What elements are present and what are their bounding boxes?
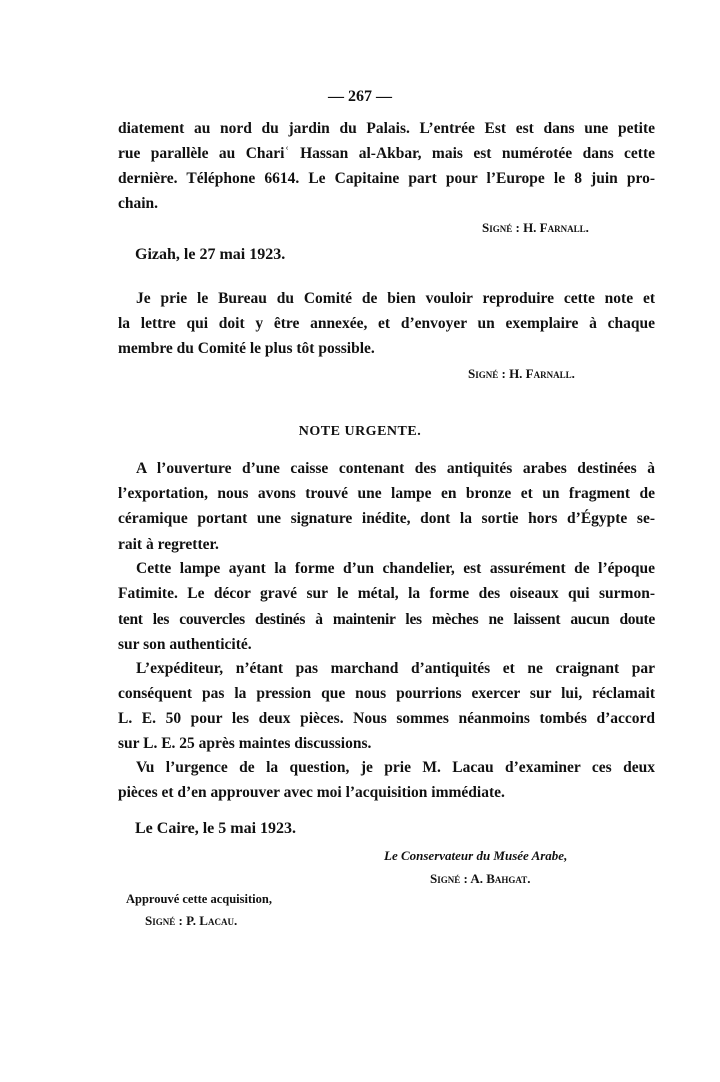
approval-signature: Signé : P. Lacau. <box>145 913 238 928</box>
paragraph-line: l’exportation, nous avons trouvé une lampe en bronze et un fragment de <box>118 485 655 502</box>
paragraph-line: L’expéditeur, n’étant pas marchand d’antiquités et ne craignant par <box>136 660 655 677</box>
continuation-line: dernière. Téléphone 6614. Le Capitaine part pour l’Europe le 8 juin pro- <box>118 170 655 187</box>
paragraph-line: céramique portant une signature inédite, dont la sortie hors d’Égypte se- <box>118 510 655 527</box>
paragraph-line: sur L. E. 25 après maintes discussions. <box>118 735 372 752</box>
signature: Signé : H. Farnall. <box>468 366 575 381</box>
request-line: la lettre qui doit y être annexée, et d’envoyer un exemplaire à chaque <box>118 315 655 332</box>
paragraph-line: pièces et d’en approuver avec moi l’acquisition immédiate. <box>118 784 505 801</box>
signature: Signé : A. Bahgat. <box>430 871 531 886</box>
paragraph-line: Vu l’urgence de la question, je prie M. Lacau d’examiner ces deux <box>136 759 655 776</box>
paragraph-line: sur son authenticité. <box>118 636 252 653</box>
paragraph-line: L. E. 50 pour les deux pièces. Nous sommes néanmoins tombés d’accord <box>118 710 655 727</box>
place-date: Gizah, le 27 mai 1923. <box>135 246 286 263</box>
paragraph-line: A l’ouverture d’une caisse contenant des antiquités arabes destinées à <box>136 460 655 477</box>
approval-text: Approuvé cette acquisition, <box>126 892 272 906</box>
request-line: membre du Comité le plus tôt possible. <box>118 340 375 357</box>
continuation-line: rue parallèle au Chariʿ Hassan al-Akbar, mais est numérotée dans cette <box>118 145 655 162</box>
paragraph-line: Cette lampe ayant la forme d’un chandelier, est assurément de l’époque <box>136 560 655 577</box>
paragraph-line: conséquent pas la pression que nous pourrions exercer sur lui, réclamait <box>118 685 655 702</box>
paragraph-line: tent les couvercles destinés à maintenir les mèches ne laissent aucun doute <box>118 611 655 628</box>
signature: Signé : H. Farnall. <box>482 220 589 235</box>
continuation-line: chain. <box>118 195 159 212</box>
signer-title: Le Conservateur du Musée Arabe, <box>384 848 568 863</box>
page-number: — 267 — <box>328 88 392 105</box>
continuation-line: diatement au nord du jardin du Palais. L’entrée Est est dans une petite <box>118 120 655 137</box>
section-title: NOTE URGENTE. <box>298 424 422 439</box>
request-line: Je prie le Bureau du Comité de bien vouloir reproduire cette note et <box>136 290 655 307</box>
place-date: Le Caire, le 5 mai 1923. <box>135 820 297 837</box>
paragraph-line: rait à regretter. <box>118 536 219 553</box>
paragraph-line: Fatimite. Le décor gravé sur le métal, la forme des oiseaux qui surmon- <box>118 585 655 602</box>
